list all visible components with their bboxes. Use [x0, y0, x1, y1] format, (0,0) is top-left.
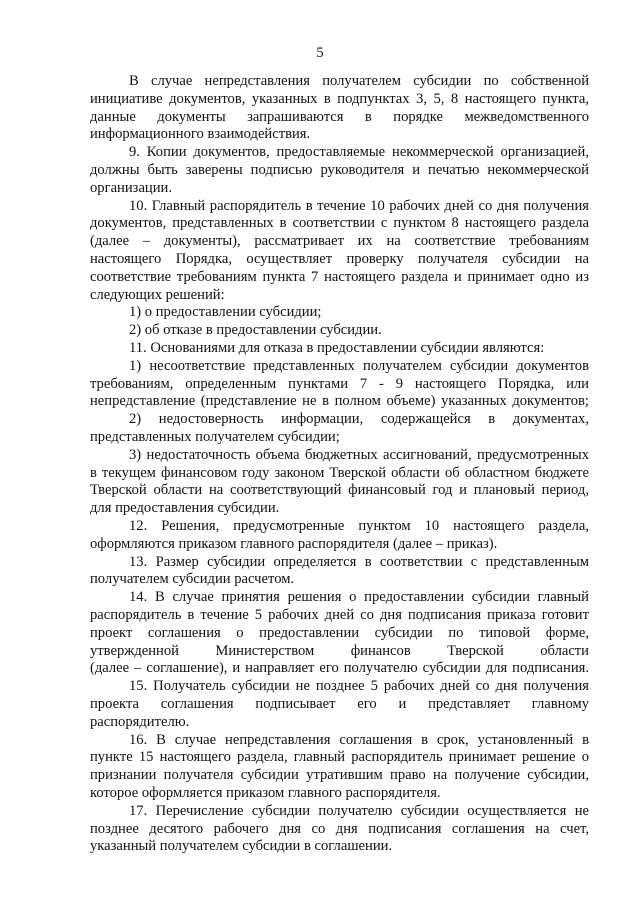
text-line: распорядителю. [90, 713, 190, 730]
text-line: (далее – документы), рассматривает их на соответствие требованиям [90, 233, 589, 250]
text-line: 17. Перечисление субсидии получателю субсидии осуществляется не [129, 802, 589, 819]
text-line: непредставление (представление не в полном объеме) указанных документов; [90, 393, 589, 410]
text-line: 14. В случае принятия решения о предоставлении субсидии главный [129, 589, 589, 606]
text-line: 15. Получатель субсидии не позднее 5 рабочих дней со дня получения [129, 678, 589, 695]
text-line: 2) недостоверность информации, содержащейся в документах, [129, 411, 589, 428]
text-line: проект соглашения о предоставлении субсидии по типовой форме, [90, 624, 589, 641]
text-line: требованиям, определенным пунктами 7 - 9 настоящего Порядка, или [90, 375, 589, 392]
text-line: 2) об отказе в предоставлении субсидии. [129, 322, 382, 339]
text-line: 11. Основаниями для отказа в предоставлении субсидии являются: [129, 340, 545, 356]
text-line: получателем субсидии расчетом. [90, 571, 295, 588]
text-line: 1) о предоставлении субсидии; [129, 304, 322, 321]
text-line: инициативе документов, указанных в подпунктах 3, 5, 8 настоящего пункта, [90, 90, 589, 107]
text-line: позднее десятого рабочего дня со дня подписания соглашения на счет, [90, 820, 589, 837]
text-line: оформляются приказом главного распорядителя (далее – приказ). [90, 535, 498, 552]
text-line: 16. В случае непредставления соглашения в срок, установленный в [129, 731, 589, 748]
text-line: соответствие требованиям пункта 7 настоящего раздела и принимает одно из [90, 268, 589, 285]
text-line: представленных получателем субсидии; [90, 429, 340, 445]
text-line: Тверской области на соответствующий финансовый год и плановый период, [90, 482, 589, 499]
text-line: В случае непредставления получателем субсидии по собственной [129, 73, 589, 89]
text-line: данные документы запрашиваются в порядке межведомственного [90, 108, 589, 125]
text-line: утвержденной Министерством финансов Тверской области [90, 642, 589, 659]
text-line: должны быть заверены подписью руководителя и печатью некоммерческой [90, 162, 589, 178]
text-line: информационного взаимодействия. [90, 126, 311, 143]
page-number: 5 [316, 45, 324, 61]
text-line: 13. Размер субсидии определяется в соответствии с представленным [129, 553, 589, 570]
text-line: признании получателя субсидии утратившим право на получение субсидии, [90, 767, 589, 784]
text-line: для предоставления субсидии. [90, 500, 280, 517]
text-line: в текущем финансовом году законом Тверской области об областном бюджете [90, 464, 589, 481]
text-line: настоящего Порядка, осуществляет проверку получателя субсидии на [90, 251, 589, 267]
text-line: организации. [90, 179, 172, 196]
text-line: проекта соглашения подписывает его и представляет главному [90, 696, 589, 712]
text-line: 9. Копии документов, предоставляемые некоммерческой организацией, [129, 144, 589, 161]
text-line: следующих решений: [90, 286, 225, 303]
text-line: указанный получателем субсидии в соглашении. [90, 838, 393, 855]
text-line: 10. Главный распорядитель в течение 10 рабочих дней со дня получения [129, 197, 589, 214]
text-line: пункте 15 настоящего раздела, главный распорядитель принимает решение о [90, 749, 589, 766]
text-line: документов, представленных в соответствии с пунктом 8 настоящего раздела [90, 215, 589, 232]
text-line: 1) несоответствие представленных получателем субсидии документов [129, 357, 589, 374]
text-line: которое оформляется приказом главного распорядителя. [90, 785, 441, 801]
text-line: 3) недостаточность объема бюджетных ассигнований, предусмотренных [129, 446, 589, 463]
text-line: 12. Решения, предусмотренные пунктом 10 настоящего раздела, [129, 518, 589, 534]
text-line: распорядитель в течение 5 рабочих дней со дня подписания приказа готовит [90, 607, 589, 623]
text-line: (далее – соглашение), и направляет его получателю субсидии для подписания. [90, 660, 589, 677]
